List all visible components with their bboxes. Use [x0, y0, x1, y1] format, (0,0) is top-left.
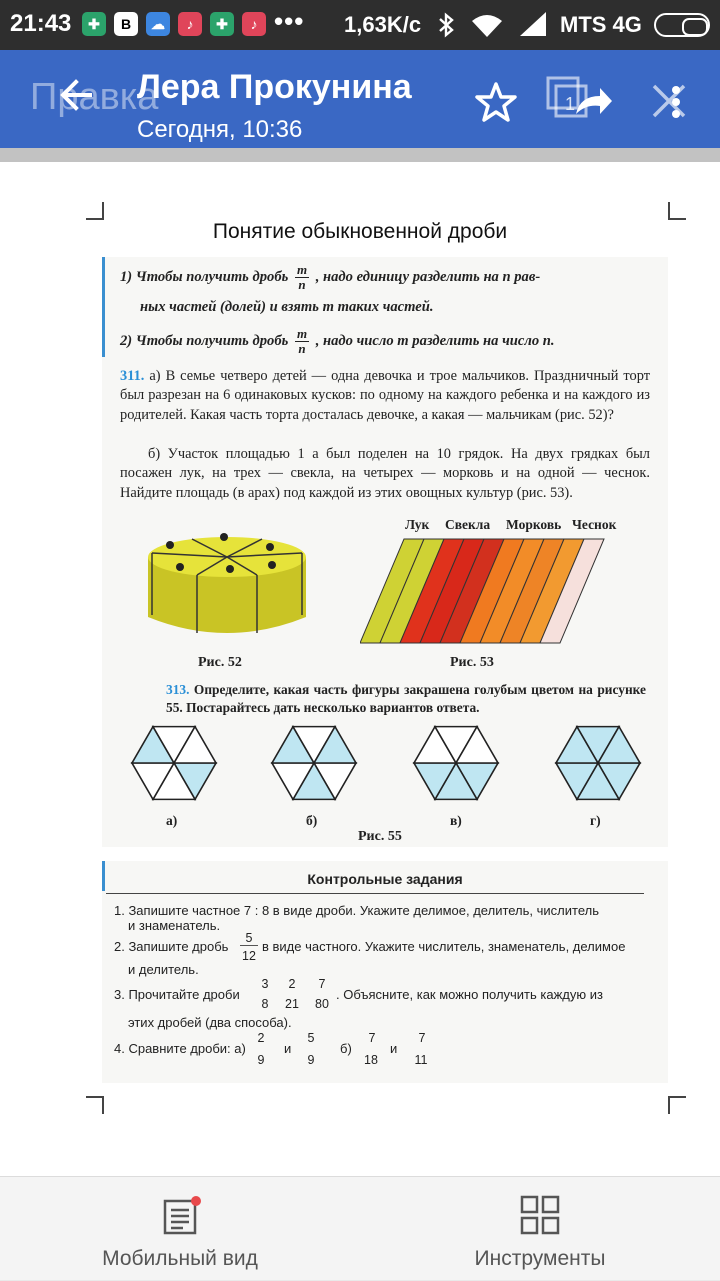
ghost-label: Правка [30, 76, 159, 118]
question-3-cont: . Объясните, как можно получить каждую из [336, 987, 603, 1002]
hex-label-a: а) [166, 813, 178, 828]
control-tasks-scan [102, 861, 668, 1083]
question-1-cont: и знаменатель. [128, 918, 221, 933]
q4-frac-1-den: 9 [257, 1053, 265, 1067]
control-tasks-title: Контрольные задания [307, 871, 463, 887]
status-bar [0, 0, 720, 50]
q4-frac-3-den: 18 [364, 1053, 378, 1067]
q4-frac-1-num: 2 [257, 1031, 265, 1045]
crop-mark [86, 202, 104, 220]
q3-frac-3-num: 7 [318, 977, 326, 991]
fig-53-label-beet: Свекла [445, 517, 491, 532]
tiktok-icon: ♪ [178, 12, 202, 36]
q4-and-1: и [284, 1041, 292, 1056]
q3-frac-2-den: 21 [285, 997, 299, 1011]
signal-icon [518, 10, 548, 38]
rule-marker [102, 257, 105, 357]
fig-53-label-carrot: Морковь [506, 517, 562, 532]
q2-denominator: 12 [242, 949, 256, 963]
app-bar-shadow [0, 148, 720, 162]
question-2-cont: в виде частного. Укажите числитель, знаменатель, делимое [262, 939, 626, 954]
textbook-scan [102, 257, 668, 847]
fig-53-label-onion: Лук [405, 517, 430, 532]
cake-figure [142, 525, 312, 650]
garden-beds-figure [360, 537, 620, 647]
task-311-a: 311. а) В семье четверо детей — одна девочка и трое мальчиков. Праздничный торт был разрезан на 6 одинаковых кусков: по одному на каждого ребенка и на каждого из родителей. Какая часть торта досталась девочке, а какая — мальчикам (рис. 52)? [120, 368, 651, 423]
hex-label-b: б) [306, 813, 318, 828]
q4-frac-2-num: 5 [307, 1031, 315, 1045]
q4-frac-2-den: 9 [307, 1053, 315, 1067]
tools-button[interactable] [360, 1177, 720, 1281]
network-speed: 1,63K/c [344, 12, 422, 37]
q4-frac-4-den: 11 [414, 1053, 428, 1067]
bluetooth-icon [436, 12, 456, 38]
message-date: Сегодня, 10:36 [137, 116, 303, 143]
question-3: 3. Прочитайте дроби [114, 987, 240, 1002]
hex-label-v: в) [450, 813, 462, 828]
wifi-icon [470, 12, 504, 38]
battery-icon [654, 13, 710, 37]
task-311-b: б) Участок площадью 1 а был поделен на 10 грядок. На двух грядках был посажен лук, на трех — свекла, на четырех — морковь и на одной — чеснок. Найдите площадь (в арах) под каждой из этих овощных культур (рис. 53). [120, 446, 650, 501]
bottom-bar [0, 1176, 720, 1280]
q3-frac-1-den: 8 [261, 997, 269, 1011]
mobile-view-button[interactable] [0, 1177, 360, 1281]
document-page [0, 162, 720, 1176]
divider [106, 893, 644, 894]
q3-frac-1-num: 3 [261, 977, 269, 991]
crop-mark [668, 202, 686, 220]
carrier-label: MTS 4G [560, 12, 642, 37]
sender-name: Лера Прокунина [137, 68, 412, 106]
task-313: 313. Определите, какая часть фигуры закрашена голубым цветом на рисунке 55. Постарайтесь дать несколько вариантов ответа. [166, 682, 646, 715]
b-app-icon: B [114, 12, 138, 36]
cloud-icon: ☁ [146, 12, 170, 36]
q4-part-b: б) [340, 1041, 352, 1056]
tiktok-icon: ♪ [242, 12, 266, 36]
q3-frac-3-den: 80 [315, 997, 329, 1011]
rule-2: 2) Чтобы получить дробь $\frac{m}{n}$ , надо число m разделить на число n. [120, 326, 555, 356]
tools-label: Инструменты [474, 1247, 606, 1270]
question-2: 2. Запишите дробь [114, 939, 229, 954]
hexagons-figure [126, 719, 646, 809]
fig-53-caption: Рис. 53 [450, 655, 494, 670]
question-4: 4. Сравните дроби: а) [114, 1041, 246, 1056]
shield-icon: ✚ [82, 12, 106, 36]
question-2-end: и делитель. [128, 962, 199, 977]
fig-52-caption: Рис. 52 [198, 655, 242, 670]
star-icon[interactable] [472, 78, 520, 126]
rule-1-line-1: 1) Чтобы получить дробь $\frac{m}{n}$ , надо единицу разделить на n рав- [120, 262, 541, 292]
question-1: 1. Запишите частное 7 : 8 в виде дроби. Укажите делимое, делитель, числитель [114, 903, 599, 918]
app-bar [0, 50, 720, 148]
status-time: 21:43 [10, 10, 72, 37]
fig-53-label-garlic: Чеснок [572, 517, 617, 532]
document-list-icon [162, 1195, 202, 1237]
rule-1-line-2: ных частей (долей) и взять m таких частей. [140, 299, 434, 315]
more-notifications-icon: ••• [274, 6, 305, 36]
crop-mark [86, 1096, 104, 1114]
crop-mark [668, 1096, 686, 1114]
shield-icon: ✚ [210, 12, 234, 36]
grid-icon [520, 1195, 560, 1235]
svg-text:1: 1 [565, 94, 576, 114]
q4-frac-3-num: 7 [368, 1031, 376, 1045]
document-title: Понятие обыкновенной дроби [212, 220, 508, 243]
q4-and-2: и [390, 1041, 398, 1056]
mobile-view-label: Мобильный вид [102, 1247, 258, 1270]
q2-numerator: 5 [240, 931, 258, 946]
hex-label-g: г) [590, 813, 601, 828]
question-3-end: этих дробей (два способа). [128, 1015, 292, 1030]
copy-forward-icon[interactable] [546, 74, 616, 126]
q4-frac-4-num: 7 [418, 1031, 426, 1045]
close-menu-icon[interactable] [646, 78, 694, 126]
back-arrow-icon[interactable] [54, 70, 104, 120]
q3-frac-2-num: 2 [288, 977, 296, 991]
fig-55-caption: Рис. 55 [358, 829, 402, 844]
